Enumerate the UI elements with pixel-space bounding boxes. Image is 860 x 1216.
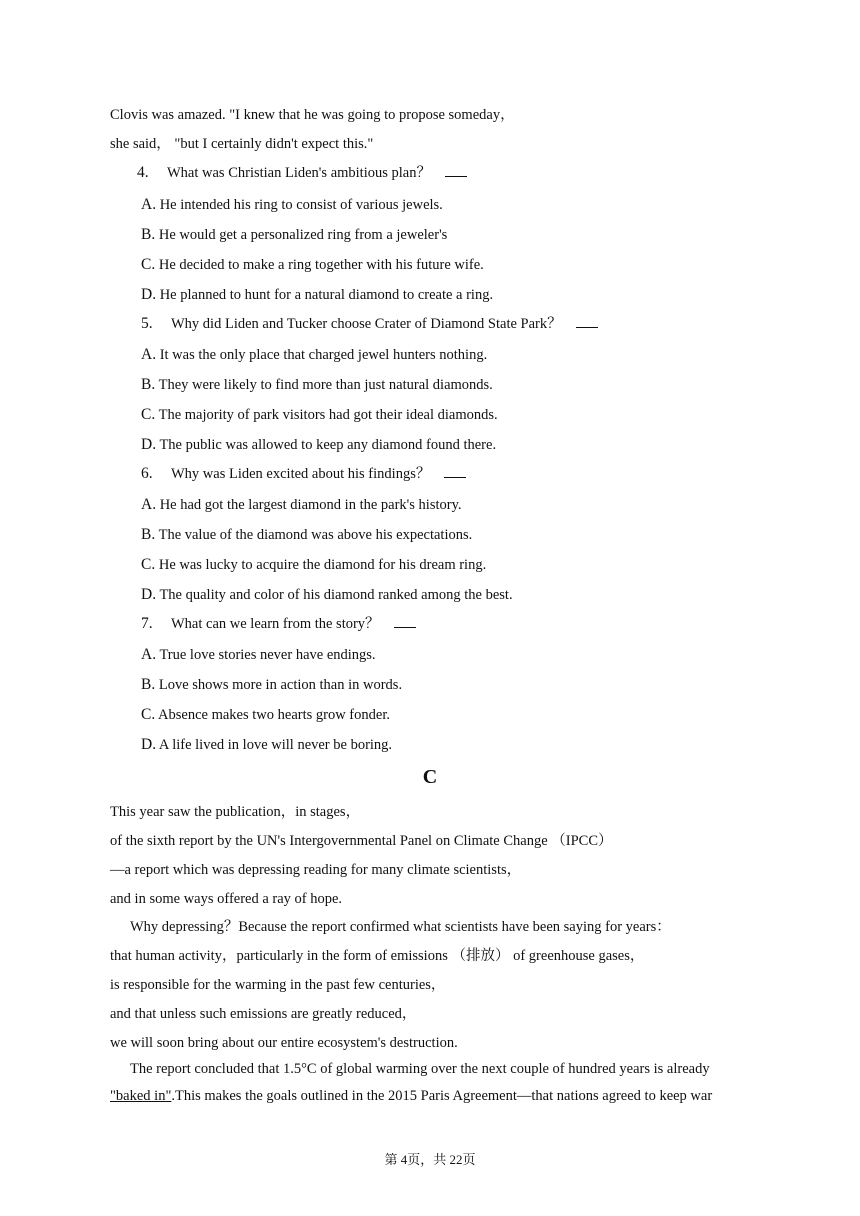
option-text: It was the only place that charged jewel hunters nothing.: [156, 347, 488, 363]
question-7: [141, 615, 416, 633]
option-4c: [141, 256, 484, 274]
option-letter: D.: [141, 436, 157, 453]
question-6: [141, 465, 466, 483]
option-5c: [141, 406, 498, 424]
passage-text-line: The report concluded that 1.5°C of global warming over the next couple of hundred years is already: [130, 1061, 710, 1077]
question-5: [141, 315, 598, 333]
underlined-phrase: "baked in": [110, 1088, 172, 1104]
passage-text-line: is responsible for the warming in the past few centuries，: [110, 977, 446, 993]
option-text: He was lucky to acquire the diamond for his dream ring.: [155, 557, 487, 573]
page-footer: 第 4页，共 22页: [384, 1152, 476, 1167]
question-number: 5.: [141, 315, 153, 332]
option-letter: A.: [141, 196, 157, 213]
passage-text-line: and that unless such emissions are greatly reduced，: [110, 1006, 417, 1022]
option-text: He decided to make a ring together with his future wife.: [155, 257, 484, 273]
option-7c: [141, 706, 390, 724]
option-4d: [141, 286, 493, 304]
option-text: He would get a personalized ring from a jeweler's: [155, 227, 448, 243]
answer-blank: [394, 615, 416, 628]
option-7d: [141, 736, 392, 754]
option-letter: A.: [141, 496, 157, 513]
option-text: He planned to hunt for a natural diamond to create a ring.: [156, 287, 494, 303]
passage-text-line: [110, 1087, 712, 1105]
option-7a: [141, 646, 376, 664]
option-text: He had got the largest diamond in the park's history.: [156, 497, 462, 513]
option-4b: [141, 226, 447, 244]
passage-text-line: Clovis was amazed. "I knew that he was going to propose someday，: [110, 107, 515, 123]
passage-text-line: she said， "but I certainly didn't expect this.": [110, 136, 374, 152]
passage-text-line: and in some ways offered a ray of hope.: [110, 891, 343, 907]
option-text: Absence makes two hearts grow fonder.: [155, 707, 390, 723]
passage-text-fragment: .This makes the goals outlined in the 2015 Paris Agreement—that nations agreed to keep war: [171, 1088, 713, 1104]
question-number: 4.: [137, 164, 149, 181]
option-text: The quality and color of his diamond ranked among the best.: [156, 587, 513, 603]
passage-text-line: of the sixth report by the UN's Intergovernmental Panel on Climate Change （IPCC）: [110, 833, 613, 849]
option-letter: B.: [141, 376, 156, 393]
option-letter: C.: [141, 256, 156, 273]
option-text: The value of the diamond was above his expectations.: [155, 527, 473, 543]
option-text: A life lived in love will never be boring.: [156, 737, 393, 753]
option-letter: B.: [141, 226, 156, 243]
question-number: 6.: [141, 465, 153, 482]
option-6d: [141, 586, 513, 604]
option-letter: D.: [141, 586, 157, 603]
answer-blank: [445, 164, 467, 177]
option-letter: C.: [141, 406, 156, 423]
answer-blank: [576, 315, 598, 328]
question-text: Why was Liden excited about his findings？: [171, 466, 431, 482]
option-6c: [141, 556, 486, 574]
passage-text-line: that human activity，particularly in the form of emissions （排放） of greenhouse gases，: [110, 948, 645, 964]
option-text: True love stories never have endings.: [156, 647, 376, 663]
option-text: The public was allowed to keep any diamond found there.: [156, 437, 497, 453]
passage-text-line: This year saw the publication，in stages，: [110, 804, 361, 820]
question-text: What can we learn from the story？: [171, 616, 380, 632]
passage-text-line: Why depressing？Because the report confirmed what scientists have been saying for years：: [130, 919, 671, 935]
option-text: Love shows more in action than in words.: [155, 677, 403, 693]
option-letter: D.: [141, 736, 157, 753]
option-5a: [141, 346, 487, 364]
answer-blank: [444, 465, 466, 478]
option-letter: B.: [141, 526, 156, 543]
question-4: [137, 164, 467, 182]
question-text: Why did Liden and Tucker choose Crater of Diamond State Park？: [171, 316, 562, 332]
option-letter: D.: [141, 286, 157, 303]
option-letter: A.: [141, 346, 157, 363]
option-text: He intended his ring to consist of various jewels.: [156, 197, 443, 213]
option-4a: [141, 196, 443, 214]
section-heading: C: [422, 766, 438, 788]
option-letter: C.: [141, 706, 156, 723]
option-letter: B.: [141, 676, 156, 693]
passage-text-line: we will soon bring about our entire ecosystem's destruction.: [110, 1035, 458, 1051]
option-letter: C.: [141, 556, 156, 573]
option-6b: [141, 526, 472, 544]
option-6a: [141, 496, 462, 514]
question-text: What was Christian Liden's ambitious plan？: [167, 165, 431, 181]
passage-text-line: —a report which was depressing reading for many climate scientists，: [110, 862, 522, 878]
option-5d: [141, 436, 496, 454]
question-number: 7.: [141, 615, 153, 632]
option-5b: [141, 376, 493, 394]
option-text: They were likely to find more than just natural diamonds.: [155, 377, 493, 393]
option-7b: [141, 676, 402, 694]
option-text: The majority of park visitors had got their ideal diamonds.: [155, 407, 498, 423]
option-letter: A.: [141, 646, 157, 663]
